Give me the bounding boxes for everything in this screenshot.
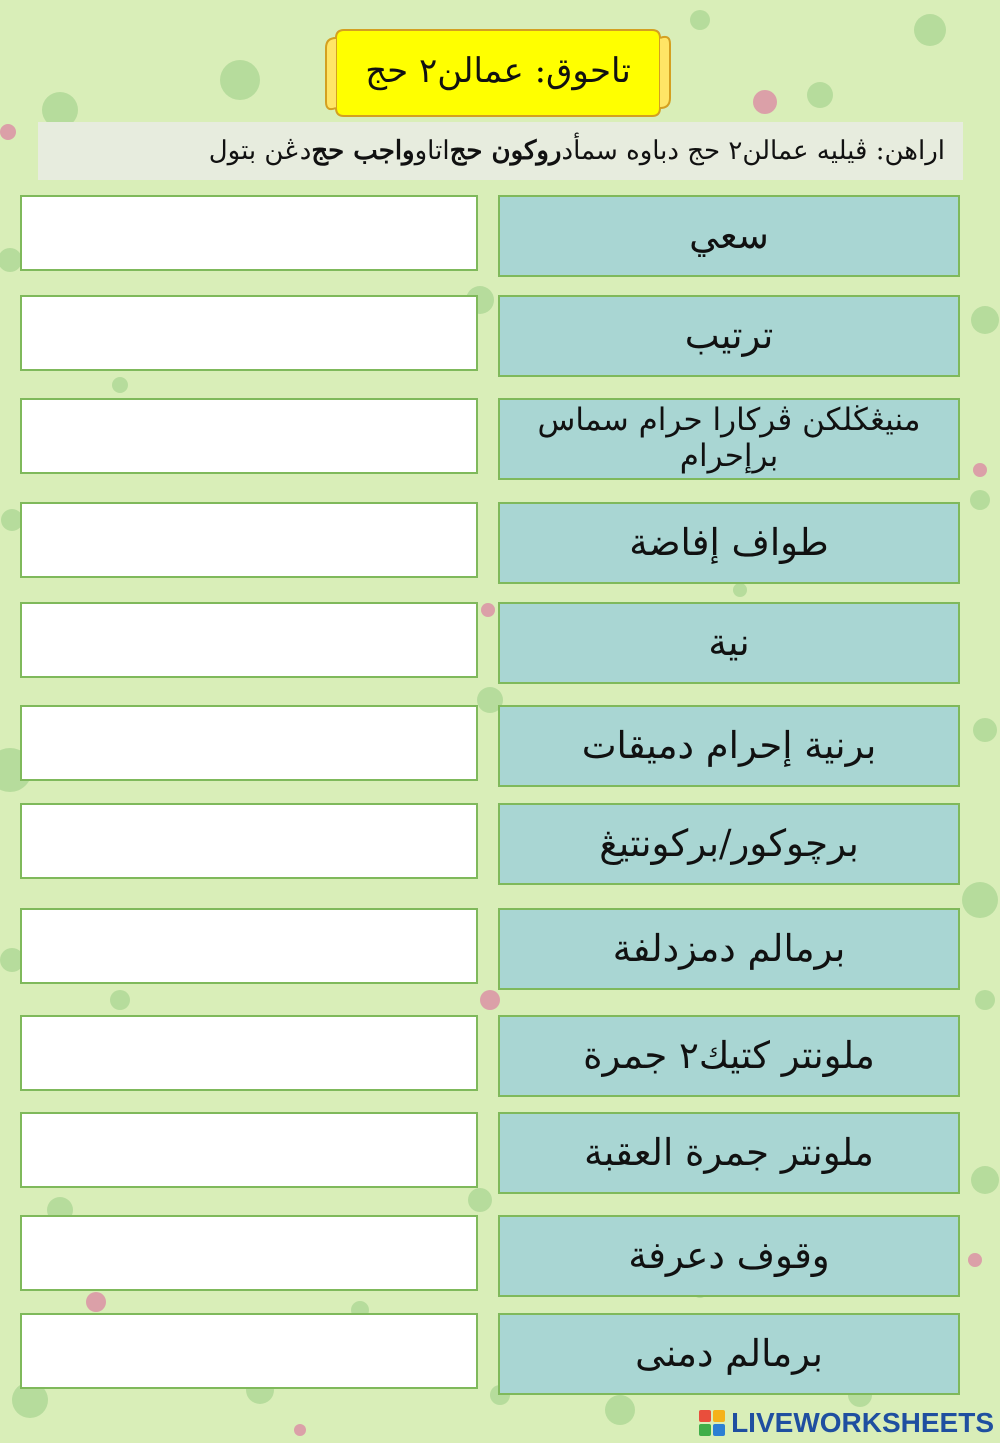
instruction-wajib: واجب حج — [311, 136, 415, 166]
answer-box[interactable] — [20, 502, 478, 578]
instruction-prefix: اراهن: ڤيليه عمالن٢ حج دباوه سمأد — [561, 136, 945, 166]
match-row — [0, 602, 1000, 686]
answer-box[interactable] — [20, 803, 478, 879]
term-label: برمالم دمزدلفة — [498, 908, 960, 990]
match-row — [0, 1215, 1000, 1299]
brand-name: LIVEWORKSHEETS — [731, 1407, 994, 1438]
answer-input[interactable] — [22, 1114, 476, 1186]
term-label: وقوف دعرفة — [498, 1215, 960, 1297]
answer-box[interactable] — [20, 295, 478, 371]
footer-brand — [699, 1405, 994, 1441]
answer-input[interactable] — [22, 604, 476, 676]
answer-input[interactable] — [22, 1217, 476, 1289]
term-label: ملونتر كتيك٢ جمرة — [498, 1015, 960, 1097]
match-row — [0, 1015, 1000, 1099]
answer-box[interactable] — [20, 1313, 478, 1389]
instruction-text — [38, 122, 963, 180]
term-label: طواف إفاضة — [498, 502, 960, 584]
answer-input[interactable] — [22, 910, 476, 982]
instruction-suffix: دڠن بتول — [208, 136, 312, 166]
answer-box[interactable] — [20, 1215, 478, 1291]
answer-box[interactable] — [20, 908, 478, 984]
match-row — [0, 705, 1000, 789]
match-row — [0, 908, 1000, 992]
instruction-rukun: روكون حج — [449, 136, 562, 166]
liveworksheets-logo-icon — [699, 1410, 725, 1436]
term-label: سعي — [498, 195, 960, 277]
answer-box[interactable] — [20, 1112, 478, 1188]
answer-input[interactable] — [22, 1017, 476, 1089]
term-label: نية — [498, 602, 960, 684]
page-title: تاحوق: عمالن٢ حج — [365, 51, 631, 91]
answer-box[interactable] — [20, 1015, 478, 1091]
instruction-middle: اتاو — [414, 136, 450, 166]
title-scroll — [322, 28, 674, 120]
answer-input[interactable] — [22, 707, 476, 779]
answer-input[interactable] — [22, 297, 476, 369]
match-row — [0, 398, 1000, 482]
term-label: برنية إحرام دميقات — [498, 705, 960, 787]
match-row — [0, 502, 1000, 586]
answer-input[interactable] — [22, 197, 476, 269]
match-row — [0, 1313, 1000, 1397]
answer-input[interactable] — [22, 504, 476, 576]
match-row — [0, 803, 1000, 887]
answer-input[interactable] — [22, 1315, 476, 1387]
term-label: ملونتر جمرة العقبة — [498, 1112, 960, 1194]
answer-box[interactable] — [20, 195, 478, 271]
answer-box[interactable] — [20, 398, 478, 474]
answer-input[interactable] — [22, 805, 476, 877]
match-row — [0, 195, 1000, 279]
answer-box[interactable] — [20, 602, 478, 678]
term-label: ترتيب — [498, 295, 960, 377]
term-label: برمالم دمنى — [498, 1313, 960, 1395]
match-row — [0, 1112, 1000, 1196]
match-row — [0, 295, 1000, 379]
term-label: منيڠڬلکن ڤركارا حرام سماس برإحرام — [498, 398, 960, 480]
answer-input[interactable] — [22, 400, 476, 472]
term-label: برچوكور/برکونتيڠ — [498, 803, 960, 885]
answer-box[interactable] — [20, 705, 478, 781]
